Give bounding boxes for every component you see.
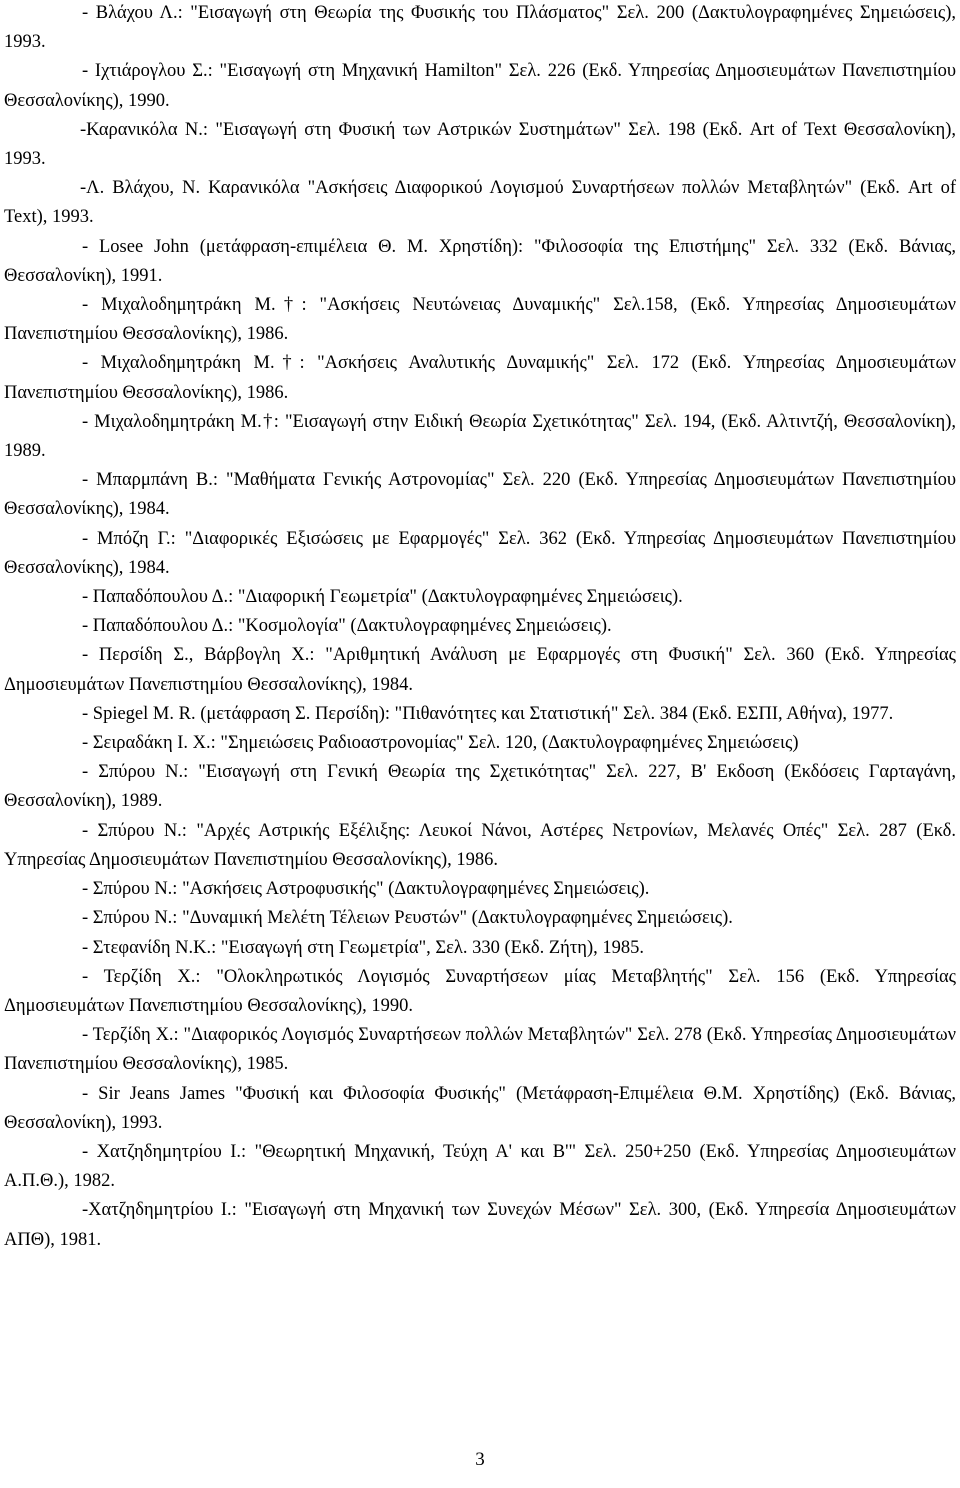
- reference-entry: - Χατζηδημητρίου Ι.: "Θεωρητική Μηχανική, Τεύχη Α' και Β'" Σελ. 250+250 (Εκδ. Υπηρεσίας Δημοσιευμάτων Α.Π.Θ.), 1982.: [4, 1141, 956, 1192]
- reference-entry: - Σπύρου Ν.: "Εισαγωγή στη Γενική Θεωρία της Σχετικότητας" Σελ. 227, Β' Εκδοση (Εκδόσεις Γαρταγάνη, Θεσσαλονίκη), 1989.: [4, 762, 956, 812]
- reference-entry: - Sir Jeans James "Φυσική και Φιλοσοφία Φυσικής" (Μετάφραση-Επιμέλεια Θ.Μ. Χρηστίδης) (Εκδ. Βάνιας, Θεσσαλονίκη), 1993.: [4, 1083, 956, 1133]
- reference-entry: - Τερζίδη Χ.: "Ολοκληρωτικός Λογισμός Συναρτήσεων μίας Μεταβλητής" Σελ. 156 (Εκδ. Υπηρεσίας Δημοσιευμάτων Πανεπιστημίου Θεσσαλονίκης), 1990.: [4, 966, 956, 1016]
- reference-entry: - Βλάχου Λ.: "Εισαγωγή στη Θεωρία της Φυσικής του Πλάσματος" Σελ. 200 (Δακτυλογραφημένες Σημειώσεις), 1993.: [4, 3, 956, 53]
- reference-entry: - Παπαδόπουλου Δ.: "Διαφορική Γεωμετρία" (Δακτυλογραφημένες Σημειώσεις).: [82, 587, 683, 608]
- reference-entry: - Μπαρμπάνη Β.: "Μαθήματα Γενικής Αστρονομίας" Σελ. 220 (Εκδ. Υπηρεσίας Δημοσιευμάτων Πανεπιστημίου Θεσσαλονίκης), 1984.: [4, 470, 956, 520]
- reference-entry: - Μιχαλοδημητράκη Μ.†: "Ασκήσεις Αναλυτικής Δυναμικής" Σελ. 172 (Εκδ. Υπηρεσίας Δημοσιευμάτων Πανεπιστημίου Θεσσαλονίκης), 1986.: [4, 353, 956, 403]
- reference-entry: - Σπύρου Ν.: "Δυναμική Μελέτη Τέλειων Ρευστών" (Δακτυλογραφημένες Σημειώσεις).: [82, 908, 733, 929]
- reference-entry: - Μιχαλοδημητράκη Μ.†: "Εισαγωγή στην Ειδική Θεωρία Σχετικότητας" Σελ. 194, (Εκδ. Αλτιντζή, Θεσσαλονίκη), 1989.: [4, 411, 956, 462]
- reference-entry: - Σειραδάκη Ι. Χ.: "Σημειώσεις Ραδιοαστρονομίας" Σελ. 120, (Δακτυλογραφημένες Σημειώσεις): [82, 733, 799, 754]
- reference-entry: - Στεφανίδη Ν.Κ.: "Εισαγωγή στη Γεωμετρία", Σελ. 330 (Εκδ. Ζήτη), 1985.: [82, 937, 644, 958]
- reference-entry: -Χατζηδημητρίου Ι.: "Εισαγωγή στη Μηχανική των Συνεχών Μέσων" Σελ. 300, (Εκδ. Υπηρεσία Δημοσιευμάτων ΑΠΘ), 1981.: [4, 1200, 956, 1250]
- reference-entry: -Λ. Βλάχου, Ν. Καρανικόλα "Ασκήσεις Διαφορικού Λογισμού Συναρτήσεων πολλών Μεταβλητών" (Εκδ. Art of Text), 1993.: [4, 178, 956, 228]
- reference-entry: - Losee John (μετάφραση-επιμέλεια Θ. Μ. Χρηστίδη): "Φιλοσοφία της Επιστήμης" Σελ. 332 (Εκδ. Βάνιας, Θεσσαλονίκη), 1991.: [4, 236, 956, 286]
- reference-entry: - Περσίδη Σ., Βάρβογλη Χ.: "Αριθμητική Ανάλυση με Εφαρμογές στη Φυσική" Σελ. 360 (Εκδ. Υπηρεσίας Δημοσιευμάτων Πανεπιστημίου Θεσσαλονίκης), 1984.: [4, 645, 956, 695]
- reference-entry: - Σπύρου Ν.: "Ασκήσεις Αστροφυσικής" (Δακτυλογραφημένες Σημειώσεις).: [82, 879, 650, 900]
- reference-entry: - Τερζίδη Χ.: "Διαφορικός Λογισμός Συναρτήσεων πολλών Μεταβλητών" Σελ. 278 (Εκδ. Υπηρεσίας Δημοσιευμάτων Πανεπιστημίου Θεσσαλονίκης), 1985.: [4, 1025, 956, 1075]
- reference-entry: - Παπαδόπουλου Δ.: "Κοσμολογία" (Δακτυλογραφημένες Σημειώσεις).: [82, 616, 612, 637]
- reference-entry: - Μπόζη Γ.: "Διαφορικές Εξισώσεις με Εφαρμογές" Σελ. 362 (Εκδ. Υπηρεσίας Δημοσιευμάτων Πανεπιστημίου Θεσσαλονίκης), 1984.: [4, 528, 956, 578]
- reference-entry: - Σπύρου Ν.: "Αρχές Αστρικής Εξέλιξης: Λευκοί Νάνοι, Αστέρες Νετρονίων, Μελανές Οπές" Σελ. 287 (Εκδ. Υπηρεσίας Δημοσιευμάτων Πανεπιστημίου Θεσσαλονίκης), 1986.: [4, 820, 956, 870]
- reference-entry: -Καρανικόλα Ν.: "Εισαγωγή στη Φυσική των Αστρικών Συστημάτων" Σελ. 198 (Εκδ. Art of Text Θεσσαλονίκη), 1993.: [4, 119, 956, 170]
- page-number: 3: [475, 1449, 485, 1470]
- reference-entry: - Ιχτιάρογλου Σ.: "Εισαγωγή στη Μηχανική Hamilton" Σελ. 226 (Εκδ. Υπηρεσίας Δημοσιευμάτων Πανεπιστημίου Θεσσαλονίκης), 1990.: [4, 61, 956, 111]
- bibliography-list: [4, 0, 956, 1255]
- reference-entry: - Μιχαλοδημητράκη Μ.†: "Ασκήσεις Νευτώνειας Δυναμικής" Σελ.158, (Εκδ. Υπηρεσίας Δημοσιευμάτων Πανεπιστημίου Θεσσαλονίκης), 1986.: [4, 295, 956, 345]
- reference-entry: - Spiegel M. R. (μετάφραση Σ. Περσίδη): "Πιθανότητες και Στατιστική" Σελ. 384 (Εκδ. ΕΣΠΙ, Αθήνα), 1977.: [82, 703, 894, 724]
